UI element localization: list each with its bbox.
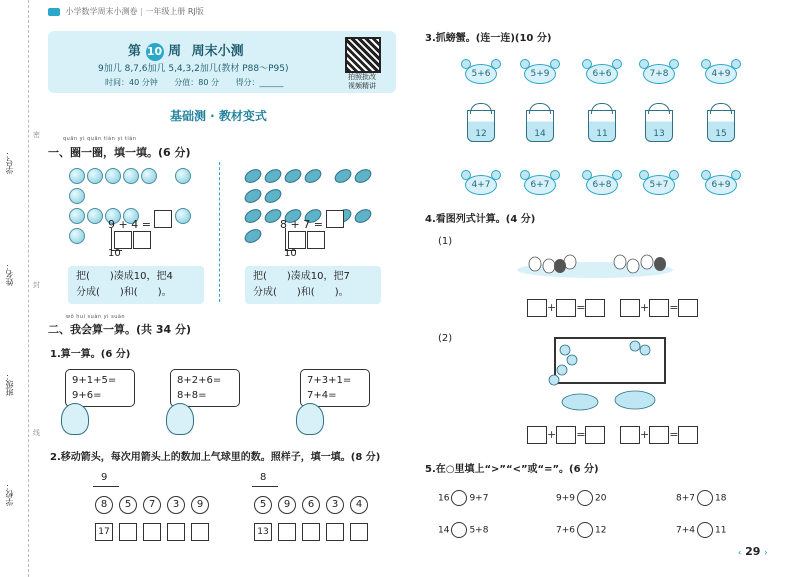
answer-box[interactable] — [326, 523, 344, 541]
compare-item — [438, 522, 488, 538]
answer-box[interactable] — [649, 426, 669, 444]
rugby-ball-icon — [262, 186, 284, 205]
bucket-icon[interactable]: 14 — [526, 110, 554, 142]
compare-circle[interactable] — [577, 522, 593, 538]
week-prefix: 第 — [128, 44, 142, 59]
answer-box[interactable] — [620, 426, 640, 444]
answer-box[interactable] — [119, 523, 137, 541]
ball-icon — [69, 208, 85, 224]
compare-circle[interactable] — [451, 522, 467, 538]
rugby-ball-icon — [242, 226, 264, 245]
answer-box[interactable] — [585, 299, 605, 317]
q1-pinyin: quān yi quān tián yi tián — [63, 136, 137, 142]
answer-box[interactable] — [649, 299, 669, 317]
arrow-number: 8 — [260, 472, 267, 483]
card-line-2: 8+8= — [177, 390, 207, 401]
compare-left: 7+6 — [556, 525, 575, 536]
q2-sub2: 2.移动箭头，每次用箭头上的数加上气球里的数。照样子，填一填。(8 分) — [50, 452, 381, 463]
arrow-number: 9 — [101, 472, 108, 483]
lanterns-illustration — [540, 328, 670, 418]
q2-pinyin: wǒ huì suàn yi suàn — [66, 314, 126, 320]
answer-box[interactable] — [585, 426, 605, 444]
page-number — [738, 545, 768, 558]
answer-box[interactable] — [620, 299, 640, 317]
compare-circle[interactable] — [451, 490, 467, 506]
bucket-icon[interactable]: 13 — [645, 110, 673, 142]
right-fill-line1: 把( )凑成10，把7 — [253, 271, 350, 282]
series-title: 小学数学周末小测卷 — [65, 7, 138, 16]
plus-sign: + — [640, 428, 650, 441]
score-label: 分值：80 分 — [174, 78, 220, 87]
compare-left: 16 — [438, 493, 450, 504]
q4-equation-3 — [527, 426, 605, 444]
brand-logo-icon — [48, 8, 60, 16]
page-header: 小学数学周末小测卷 | 一年级上册 RJ版 — [48, 6, 204, 17]
compare-item — [676, 490, 726, 506]
prev-arrow-icon: ‹ — [738, 548, 742, 557]
bear-icon — [296, 403, 324, 435]
grade-label: 一年级上册 RJ版 — [145, 7, 204, 16]
calc-card — [170, 369, 240, 407]
crab-icon[interactable]: 5+6 — [465, 64, 497, 84]
q3-title: 3.抓螃蟹。(连一连)(10 分) — [425, 33, 552, 44]
q4-equation-1 — [527, 299, 605, 317]
equals-sign: = — [576, 301, 586, 314]
ball-icon — [69, 228, 85, 244]
answer-box[interactable] — [556, 426, 576, 444]
bucket-icon[interactable]: 11 — [588, 110, 616, 142]
calc-card — [65, 369, 135, 407]
compare-left: 14 — [438, 525, 450, 536]
equals-sign: = — [576, 428, 586, 441]
crab-icon[interactable]: 6+9 — [705, 175, 737, 195]
q1-divider — [219, 162, 220, 302]
answer-box[interactable] — [167, 523, 185, 541]
class-label: 班级： — [5, 372, 14, 396]
rugby-ball-icon — [242, 166, 264, 185]
balloon-number: 9 — [278, 496, 296, 514]
section-heading: 基础测 · 教材变式 — [170, 109, 267, 123]
compare-item — [556, 490, 606, 506]
balloon-number: 3 — [167, 496, 185, 514]
left-fill-line2: 分成( )和( )。 — [76, 287, 172, 298]
q1-title: 一、圈一圈，填一填。(6 分) — [48, 146, 191, 159]
left-fill-line1: 把( )凑成10，把4 — [76, 271, 173, 282]
rabbits-illustration — [515, 240, 675, 280]
answer-box[interactable] — [302, 523, 320, 541]
week-title — [128, 40, 244, 61]
ball-icon — [141, 168, 157, 184]
week-suffix: 周 — [168, 44, 182, 59]
compare-right: 11 — [715, 525, 727, 536]
rabbits-icon — [515, 240, 675, 280]
rugby-ball-icon — [332, 166, 354, 185]
answer-box[interactable]: 17 — [95, 523, 113, 541]
q4-part1-label: (1) — [438, 236, 453, 247]
bear-icon — [166, 403, 194, 435]
ball-icon — [105, 168, 121, 184]
left-fill-panel — [68, 266, 204, 304]
plus-sign: + — [547, 428, 557, 441]
page-number-text: 29 — [745, 545, 761, 558]
crab-icon[interactable]: 7+8 — [643, 64, 675, 84]
answer-box[interactable] — [326, 210, 344, 228]
bear-icon — [61, 403, 89, 435]
ball-icon — [87, 208, 103, 224]
balloon-number: 7 — [143, 496, 161, 514]
school-label: 学校： — [5, 482, 14, 506]
compare-left: 8+7 — [676, 493, 695, 504]
ball-icon — [69, 188, 85, 204]
ball-icon — [69, 168, 85, 184]
time-label: 时间：40 分钟 — [105, 78, 158, 87]
answer-box[interactable] — [143, 523, 161, 541]
card-line-2: 9+6= — [72, 390, 102, 401]
seal-mi: 密 — [33, 131, 40, 139]
qr-caption-2: 视频精讲 — [348, 82, 376, 90]
ball-icon — [123, 168, 139, 184]
answer-box[interactable] — [527, 299, 547, 317]
compare-circle[interactable] — [697, 490, 713, 506]
q2-sub1: 1.算一算。(6 分) — [50, 349, 131, 360]
calc-card — [300, 369, 370, 407]
card-line-1: 8+2+6= — [177, 375, 222, 386]
qr-caption — [343, 73, 381, 91]
bucket-icon[interactable]: 15 — [707, 110, 735, 142]
card-line-1: 9+1+5= — [72, 375, 117, 386]
rugby-ball-icon — [242, 206, 264, 225]
answer-box[interactable] — [678, 299, 698, 317]
plus-sign: + — [640, 301, 650, 314]
seal-feng: 封 — [33, 281, 40, 289]
q4-part2-label: (2) — [438, 333, 453, 344]
q2-title: 二、我会算一算。(共 34 分) — [48, 323, 192, 336]
compare-circle[interactable] — [697, 522, 713, 538]
compare-right: 5+8 — [469, 525, 489, 536]
crab-icon[interactable]: 6+6 — [586, 64, 618, 84]
equals-sign: = — [669, 301, 679, 314]
left-ten: 10 — [108, 248, 121, 259]
card-line-2: 7+4= — [307, 390, 337, 401]
answer-box[interactable] — [278, 523, 296, 541]
q4-equation-4 — [620, 426, 698, 444]
compare-left: 9+9 — [556, 493, 575, 504]
rugby-ball-icon — [352, 206, 374, 225]
crab-icon[interactable]: 6+7 — [524, 175, 556, 195]
banner-topics: 9加几 8,7,6加几 5,4,3,2加几(教材 P88～P95) — [98, 64, 289, 74]
compare-left: 7+4 — [676, 525, 695, 536]
card-line-1: 7+3+1= — [307, 375, 352, 386]
rugby-ball-icon — [242, 186, 264, 205]
rugby-ball-icon — [262, 166, 284, 185]
banner-title: 周末小测 — [191, 44, 244, 59]
answer-box[interactable] — [154, 210, 172, 228]
plus-sign: + — [547, 301, 557, 314]
rugby-ball-icon — [302, 166, 324, 185]
q4-title: 4.看图列式计算。(4 分) — [425, 214, 536, 225]
crab-icon[interactable]: 6+8 — [586, 175, 618, 195]
week-number: 10 — [146, 43, 164, 61]
seal-xian: 线 — [33, 429, 40, 437]
balloon-number: 5 — [119, 496, 137, 514]
banner-meta — [105, 77, 284, 88]
answer-box[interactable] — [191, 523, 209, 541]
compare-right: 20 — [595, 493, 607, 504]
lanterns-icon — [540, 328, 670, 418]
crab-icon[interactable]: 4+7 — [465, 175, 497, 195]
rugby-ball-icon — [282, 166, 304, 185]
answer-box[interactable] — [556, 299, 576, 317]
arrow-line — [252, 486, 278, 487]
balloon-number: 4 — [350, 496, 368, 514]
ball-icon — [175, 168, 191, 184]
balloon-number: 8 — [95, 496, 113, 514]
next-arrow-icon: › — [764, 548, 768, 557]
split-box-2[interactable] — [133, 231, 151, 253]
got-label: 得分：______ — [235, 78, 284, 87]
compare-right: 12 — [595, 525, 607, 536]
q5-title: 5.在○里填上“>”“<”或“=”。(6 分) — [425, 464, 599, 475]
left-eq-text: 9 + 4 = — [108, 218, 151, 231]
equals-sign: = — [669, 428, 679, 441]
split-box-4[interactable] — [307, 231, 325, 253]
balloon-number: 3 — [326, 496, 344, 514]
ball-icon — [87, 168, 103, 184]
answer-box[interactable] — [527, 426, 547, 444]
qr-code-icon[interactable] — [345, 37, 381, 73]
crab-icon[interactable]: 5+7 — [643, 175, 675, 195]
rugby-ball-icon — [352, 166, 374, 185]
right-ten: 10 — [284, 248, 297, 259]
answer-box[interactable] — [350, 523, 368, 541]
answer-box[interactable] — [678, 426, 698, 444]
crab-icon[interactable]: 4+9 — [705, 64, 737, 84]
compare-right: 9+7 — [469, 493, 489, 504]
compare-circle[interactable] — [577, 490, 593, 506]
compare-right: 18 — [715, 493, 727, 504]
qr-caption-1: 拍照批改 — [348, 73, 376, 81]
bucket-icon[interactable]: 12 — [467, 110, 495, 142]
q4-equation-2 — [620, 299, 698, 317]
compare-item — [676, 522, 726, 538]
ball-icon — [175, 208, 191, 224]
right-fill-line2: 分成( )和( )。 — [253, 287, 349, 298]
answer-box[interactable]: 13 — [254, 523, 272, 541]
balloon-number: 9 — [191, 496, 209, 514]
balloon-number: 5 — [254, 496, 272, 514]
arrow-line — [93, 486, 119, 487]
student-id-label: 学号： — [5, 150, 14, 174]
balloon-number: 6 — [302, 496, 320, 514]
compare-item — [438, 490, 488, 506]
right-eq-text: 8 + 7 = — [280, 218, 323, 231]
crab-icon[interactable]: 5+9 — [524, 64, 556, 84]
name-label: 姓名： — [5, 262, 14, 286]
compare-item — [556, 522, 606, 538]
right-fill-panel — [245, 266, 381, 304]
